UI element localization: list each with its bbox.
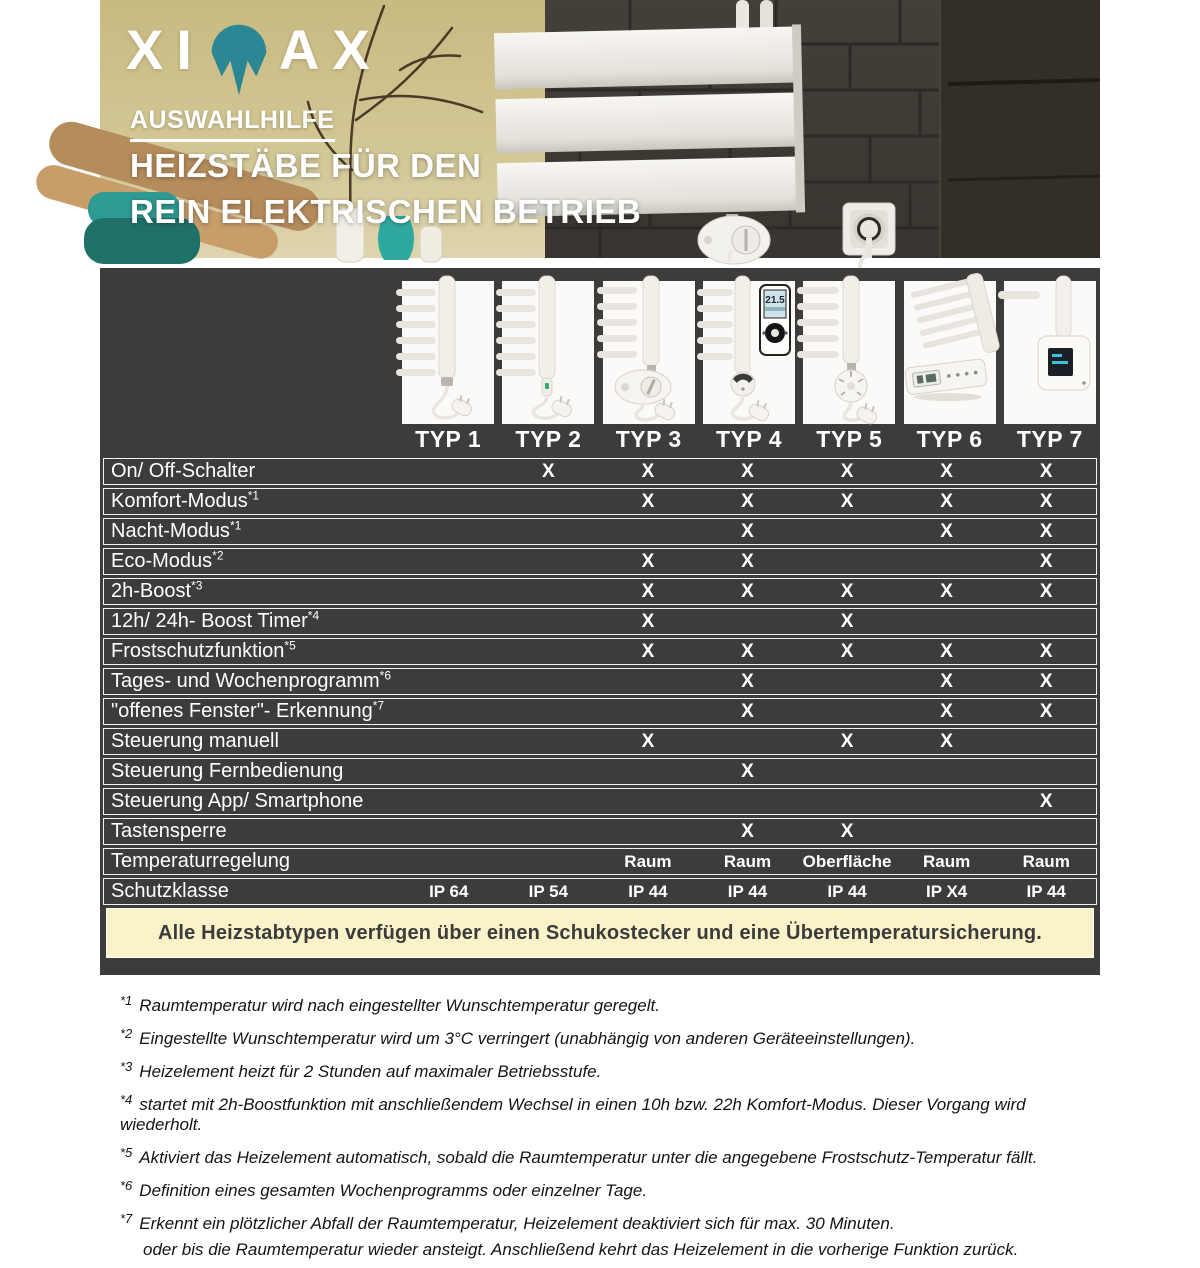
- cell-typ-7: [996, 759, 1096, 784]
- row-label-text: Frostschutzfunktion: [111, 640, 285, 662]
- row-label: [104, 849, 399, 874]
- note-banner: Alle Heizstabtypen verfügen über einen Schukostecker und eine Übertemperatursicherung.: [106, 908, 1094, 958]
- cell-typ-5: X: [840, 581, 854, 602]
- cell-typ-3: X: [641, 731, 655, 752]
- cell-typ-6: X: [940, 641, 953, 662]
- cell-typ-4: [698, 609, 798, 634]
- cell-typ-4: X: [741, 551, 754, 572]
- cell-typ-6: X: [940, 461, 953, 482]
- footnote: [120, 1057, 1090, 1082]
- product-photo-typ-6: [904, 281, 996, 424]
- cell-typ-5: X: [840, 641, 854, 662]
- cell-typ-2: [499, 849, 599, 874]
- cell-typ-7: X: [1039, 641, 1053, 662]
- cell-typ-6: Raum: [923, 852, 971, 871]
- footnote: [120, 991, 1090, 1016]
- cell-typ-1: [399, 459, 499, 484]
- footnote-marker: *4: [307, 608, 320, 623]
- cell-typ-5: X: [840, 491, 854, 512]
- row-label-text: Temperaturregelung: [111, 850, 290, 872]
- table-row: [103, 818, 1097, 845]
- cell-typ-1: [399, 609, 499, 634]
- cell-typ-2: [499, 759, 599, 784]
- row-label: [104, 639, 399, 664]
- cell-typ-4: Raum: [723, 852, 772, 871]
- cell-typ-7: X: [1039, 491, 1053, 512]
- cell-typ-6: [897, 549, 997, 574]
- cell-typ-6: X: [940, 671, 953, 692]
- cell-typ-4: [698, 789, 798, 814]
- table-row: [103, 848, 1097, 875]
- footnote-text: Definition eines gesamten Wochenprogramms oder einzelner Tage.: [139, 1181, 648, 1200]
- cell-typ-4: X: [741, 761, 754, 782]
- footnote-marker: *6: [379, 668, 391, 683]
- cell-typ-7: IP 44: [1026, 882, 1066, 901]
- cell-typ-5: X: [840, 461, 854, 482]
- footnote-marker: *5: [120, 1145, 133, 1160]
- cell-typ-3: X: [641, 641, 655, 662]
- cell-typ-2: [499, 639, 599, 664]
- footnote-marker: *3: [120, 1059, 133, 1074]
- cell-typ-2: [499, 729, 599, 754]
- cell-typ-1: [399, 549, 499, 574]
- table-row: [103, 578, 1097, 605]
- cell-typ-7: Raum: [1022, 852, 1070, 871]
- cell-typ-5: X: [840, 821, 854, 842]
- row-label-text: Tastensperre: [111, 820, 227, 842]
- cell-typ-3: [598, 759, 698, 784]
- row-label-text: 12h/ 24h- Boost Timer: [111, 610, 308, 632]
- footnote-marker: *5: [284, 638, 296, 653]
- cell-typ-3: X: [641, 461, 655, 482]
- footnote-marker: *3: [191, 578, 203, 593]
- table-row: [103, 788, 1097, 815]
- cell-typ-7: [996, 609, 1096, 634]
- cell-typ-4: [698, 729, 798, 754]
- cell-typ-4: X: [741, 671, 754, 692]
- product-photo-typ-2: [502, 281, 594, 424]
- product-photos-row: [100, 268, 1100, 424]
- product-photo-typ-7: [1004, 281, 1096, 424]
- cell-typ-6: X: [940, 521, 953, 542]
- footnote-marker: *1: [120, 993, 133, 1008]
- cell-typ-4: X: [741, 491, 754, 512]
- cell-typ-6: X: [940, 491, 953, 512]
- row-label: [104, 879, 399, 904]
- table-row: [103, 518, 1097, 545]
- table-row: [103, 878, 1097, 905]
- table-row: [103, 608, 1097, 635]
- cell-typ-2: [499, 519, 599, 544]
- column-header-typ-2: TYP 2: [515, 426, 582, 452]
- cell-typ-3: X: [641, 611, 655, 632]
- footnote: [120, 1209, 1090, 1260]
- cell-typ-5: [797, 759, 897, 784]
- row-label-text: Steuerung Fernbedienung: [111, 760, 344, 782]
- cell-typ-4: X: [741, 461, 754, 482]
- row-label-text: 2h-Boost: [111, 580, 192, 602]
- cell-typ-6: [897, 609, 997, 634]
- row-label: [104, 579, 399, 604]
- cell-typ-3: Raum: [624, 852, 672, 871]
- cell-typ-1: [399, 729, 499, 754]
- footnote-text: Heizelement heizt für 2 Stunden auf maximaler Betriebsstufe.: [139, 1062, 602, 1081]
- table-row: [103, 458, 1097, 485]
- logo-text-left: XI: [126, 18, 205, 81]
- cell-typ-1: [399, 759, 499, 784]
- row-label-text: Schutzklasse: [111, 880, 229, 902]
- column-header-typ-4: TYP 4: [715, 426, 782, 452]
- footnote-marker: *1: [247, 488, 260, 503]
- product-photo-typ-4: [703, 281, 795, 424]
- product-photo-typ-1: [402, 281, 494, 424]
- footnote-text: Raumtemperatur wird nach eingestellter Wunschtemperatur geregelt.: [139, 996, 660, 1015]
- footnote: [120, 1143, 1090, 1168]
- cell-typ-4: IP 44: [727, 882, 768, 901]
- ximax-m-mark-icon: [203, 12, 275, 108]
- cell-typ-1: [399, 489, 499, 514]
- eyebrow-heading: AUSWAHLHILFE: [130, 106, 335, 142]
- cell-typ-3: [598, 519, 698, 544]
- cell-typ-4: X: [741, 641, 754, 662]
- footnote-marker: *4: [120, 1092, 133, 1107]
- footnote-text: Erkennt ein plötzlicher Abfall der Raumtemperatur, Heizelement deaktiviert sich für max. 30 Minuten.: [139, 1214, 895, 1233]
- row-label-text: Eco-Modus: [111, 550, 213, 572]
- row-label-text: Nacht-Modus: [111, 520, 230, 542]
- footnote-text: startet mit 2h-Boostfunktion mit anschließendem Wechsel in einen 10h bzw. 22h Komfort-Modus. Dieser Vorgang wird wiederholt.: [120, 1095, 1026, 1134]
- cell-typ-2: [499, 609, 599, 634]
- row-label: [104, 549, 399, 574]
- cell-typ-6: X: [940, 731, 953, 752]
- footnote-text-line2: oder bis die Raumtemperatur wieder ansteigt. Anschließend kehrt das Heizelement in die vorherige Funktion zurück.: [143, 1240, 1019, 1259]
- cell-typ-6: [897, 759, 997, 784]
- cell-typ-2: X: [542, 461, 555, 482]
- cell-typ-1: [399, 699, 499, 724]
- product-photo-typ-3: [603, 281, 695, 424]
- page-title-line2: REIN ELEKTRISCHEN BETRIEB: [130, 193, 642, 230]
- product-photo-typ-5: [803, 281, 895, 424]
- hero-banner: [100, 0, 1100, 258]
- footnote-marker: *2: [212, 548, 224, 563]
- footnote: [120, 1090, 1090, 1135]
- cell-typ-2: [499, 549, 599, 574]
- cell-typ-5: [797, 699, 897, 724]
- row-label: [104, 489, 399, 514]
- cell-typ-7: X: [1039, 551, 1053, 572]
- column-header-typ-7: TYP 7: [1016, 426, 1083, 452]
- column-header-typ-6: TYP 6: [916, 426, 983, 452]
- row-label: [104, 609, 399, 634]
- row-label-text: Komfort-Modus: [111, 490, 248, 512]
- cell-typ-1: [399, 639, 499, 664]
- cell-typ-7: X: [1039, 461, 1053, 482]
- cell-typ-7: X: [1039, 671, 1053, 692]
- cell-typ-1: [399, 519, 499, 544]
- cell-typ-7: [996, 819, 1096, 844]
- cell-typ-5: [797, 549, 897, 574]
- cell-typ-2: [499, 819, 599, 844]
- logo-text-right: AX: [278, 18, 383, 81]
- cell-typ-5: X: [840, 731, 854, 752]
- footnote-marker: *2: [120, 1026, 133, 1041]
- row-label: [104, 699, 399, 724]
- column-header-typ-3: TYP 3: [615, 426, 682, 452]
- footnote-text: Eingestellte Wunschtemperatur wird um 3°C verringert (unabhängig von anderen Geräteeinstellungen).: [139, 1029, 916, 1048]
- feature-rows: [100, 455, 1100, 905]
- footnotes: [120, 991, 1090, 1268]
- table-row: [103, 548, 1097, 575]
- cell-typ-7: X: [1039, 701, 1053, 722]
- spacer: [100, 425, 398, 455]
- cell-typ-3: [598, 819, 698, 844]
- cell-typ-5: [797, 789, 897, 814]
- row-label: [104, 789, 399, 814]
- svg-text:21.5: 21.5: [765, 295, 785, 306]
- row-label: [104, 759, 399, 784]
- cell-typ-3: X: [641, 551, 655, 572]
- row-label: [104, 519, 399, 544]
- cell-typ-3: IP 44: [628, 882, 668, 901]
- spacer: [100, 281, 398, 424]
- row-label: [104, 729, 399, 754]
- cell-typ-1: [399, 579, 499, 604]
- table-row: [103, 758, 1097, 785]
- cell-typ-1: [399, 669, 499, 694]
- table-row: [103, 638, 1097, 665]
- cell-typ-5: [797, 519, 897, 544]
- cell-typ-6: X: [940, 581, 953, 602]
- cell-typ-2: [499, 669, 599, 694]
- cell-typ-4: X: [741, 581, 754, 602]
- cell-typ-3: X: [641, 581, 655, 602]
- row-label-text: "offenes Fenster"- Erkennung: [111, 700, 373, 722]
- cell-typ-6: [897, 789, 997, 814]
- cell-typ-1: [399, 849, 499, 874]
- cell-typ-7: X: [1039, 581, 1053, 602]
- cell-typ-2: [499, 789, 599, 814]
- cell-typ-5: [797, 669, 897, 694]
- footnote-text: Aktiviert das Heizelement automatisch, sobald die Raumtemperatur unter die angegebene Frostschutz-Temperatur fällt.: [139, 1148, 1038, 1167]
- cell-typ-1: IP 64: [429, 882, 469, 901]
- row-label-text: Steuerung App/ Smartphone: [111, 790, 364, 812]
- row-label: [104, 669, 399, 694]
- cell-typ-3: X: [641, 491, 655, 512]
- cell-typ-4: X: [741, 701, 754, 722]
- cell-typ-2: [499, 579, 599, 604]
- row-label-text: Tages- und Wochenprogramm: [111, 670, 380, 692]
- comparison-table: [100, 268, 1100, 975]
- table-row: [103, 698, 1097, 725]
- page-title-line1: HEIZSTÄBE FÜR DEN: [130, 147, 482, 184]
- column-header-typ-1: TYP 1: [415, 426, 482, 452]
- column-header-typ-5: TYP 5: [816, 426, 883, 452]
- cell-typ-1: [399, 789, 499, 814]
- cell-typ-7: X: [1039, 791, 1053, 812]
- row-label: [104, 459, 399, 484]
- cell-typ-2: [499, 699, 599, 724]
- footnote-marker: *7: [372, 698, 385, 713]
- footnote-marker: *6: [120, 1178, 133, 1193]
- cell-typ-3: [598, 789, 698, 814]
- footnote: [120, 1024, 1090, 1049]
- footnote-marker: *7: [120, 1211, 133, 1226]
- cell-typ-3: [598, 699, 698, 724]
- ximax-logo: [126, 10, 383, 108]
- cell-typ-4: X: [741, 821, 754, 842]
- footnote-marker: *1: [229, 518, 242, 533]
- row-label: [104, 819, 399, 844]
- cell-typ-5: IP 44: [827, 882, 867, 901]
- footnote: [120, 1176, 1090, 1201]
- cell-typ-7: X: [1039, 521, 1053, 542]
- cell-typ-2: IP 54: [528, 882, 569, 901]
- cell-typ-7: [996, 729, 1096, 754]
- cell-typ-5: Oberfläche: [802, 852, 892, 871]
- cell-typ-1: [399, 819, 499, 844]
- table-row: [103, 668, 1097, 695]
- column-headers-row: [100, 425, 1100, 455]
- table-row: [103, 728, 1097, 755]
- row-label-text: On/ Off-Schalter: [111, 460, 256, 482]
- table-row: [103, 488, 1097, 515]
- cell-typ-2: [499, 489, 599, 514]
- row-label-text: Steuerung manuell: [111, 730, 279, 752]
- cell-typ-5: X: [840, 611, 854, 632]
- cell-typ-6: IP X4: [925, 882, 968, 901]
- cell-typ-6: [897, 819, 997, 844]
- cell-typ-6: X: [940, 701, 953, 722]
- cell-typ-3: [598, 669, 698, 694]
- cell-typ-4: X: [741, 521, 754, 542]
